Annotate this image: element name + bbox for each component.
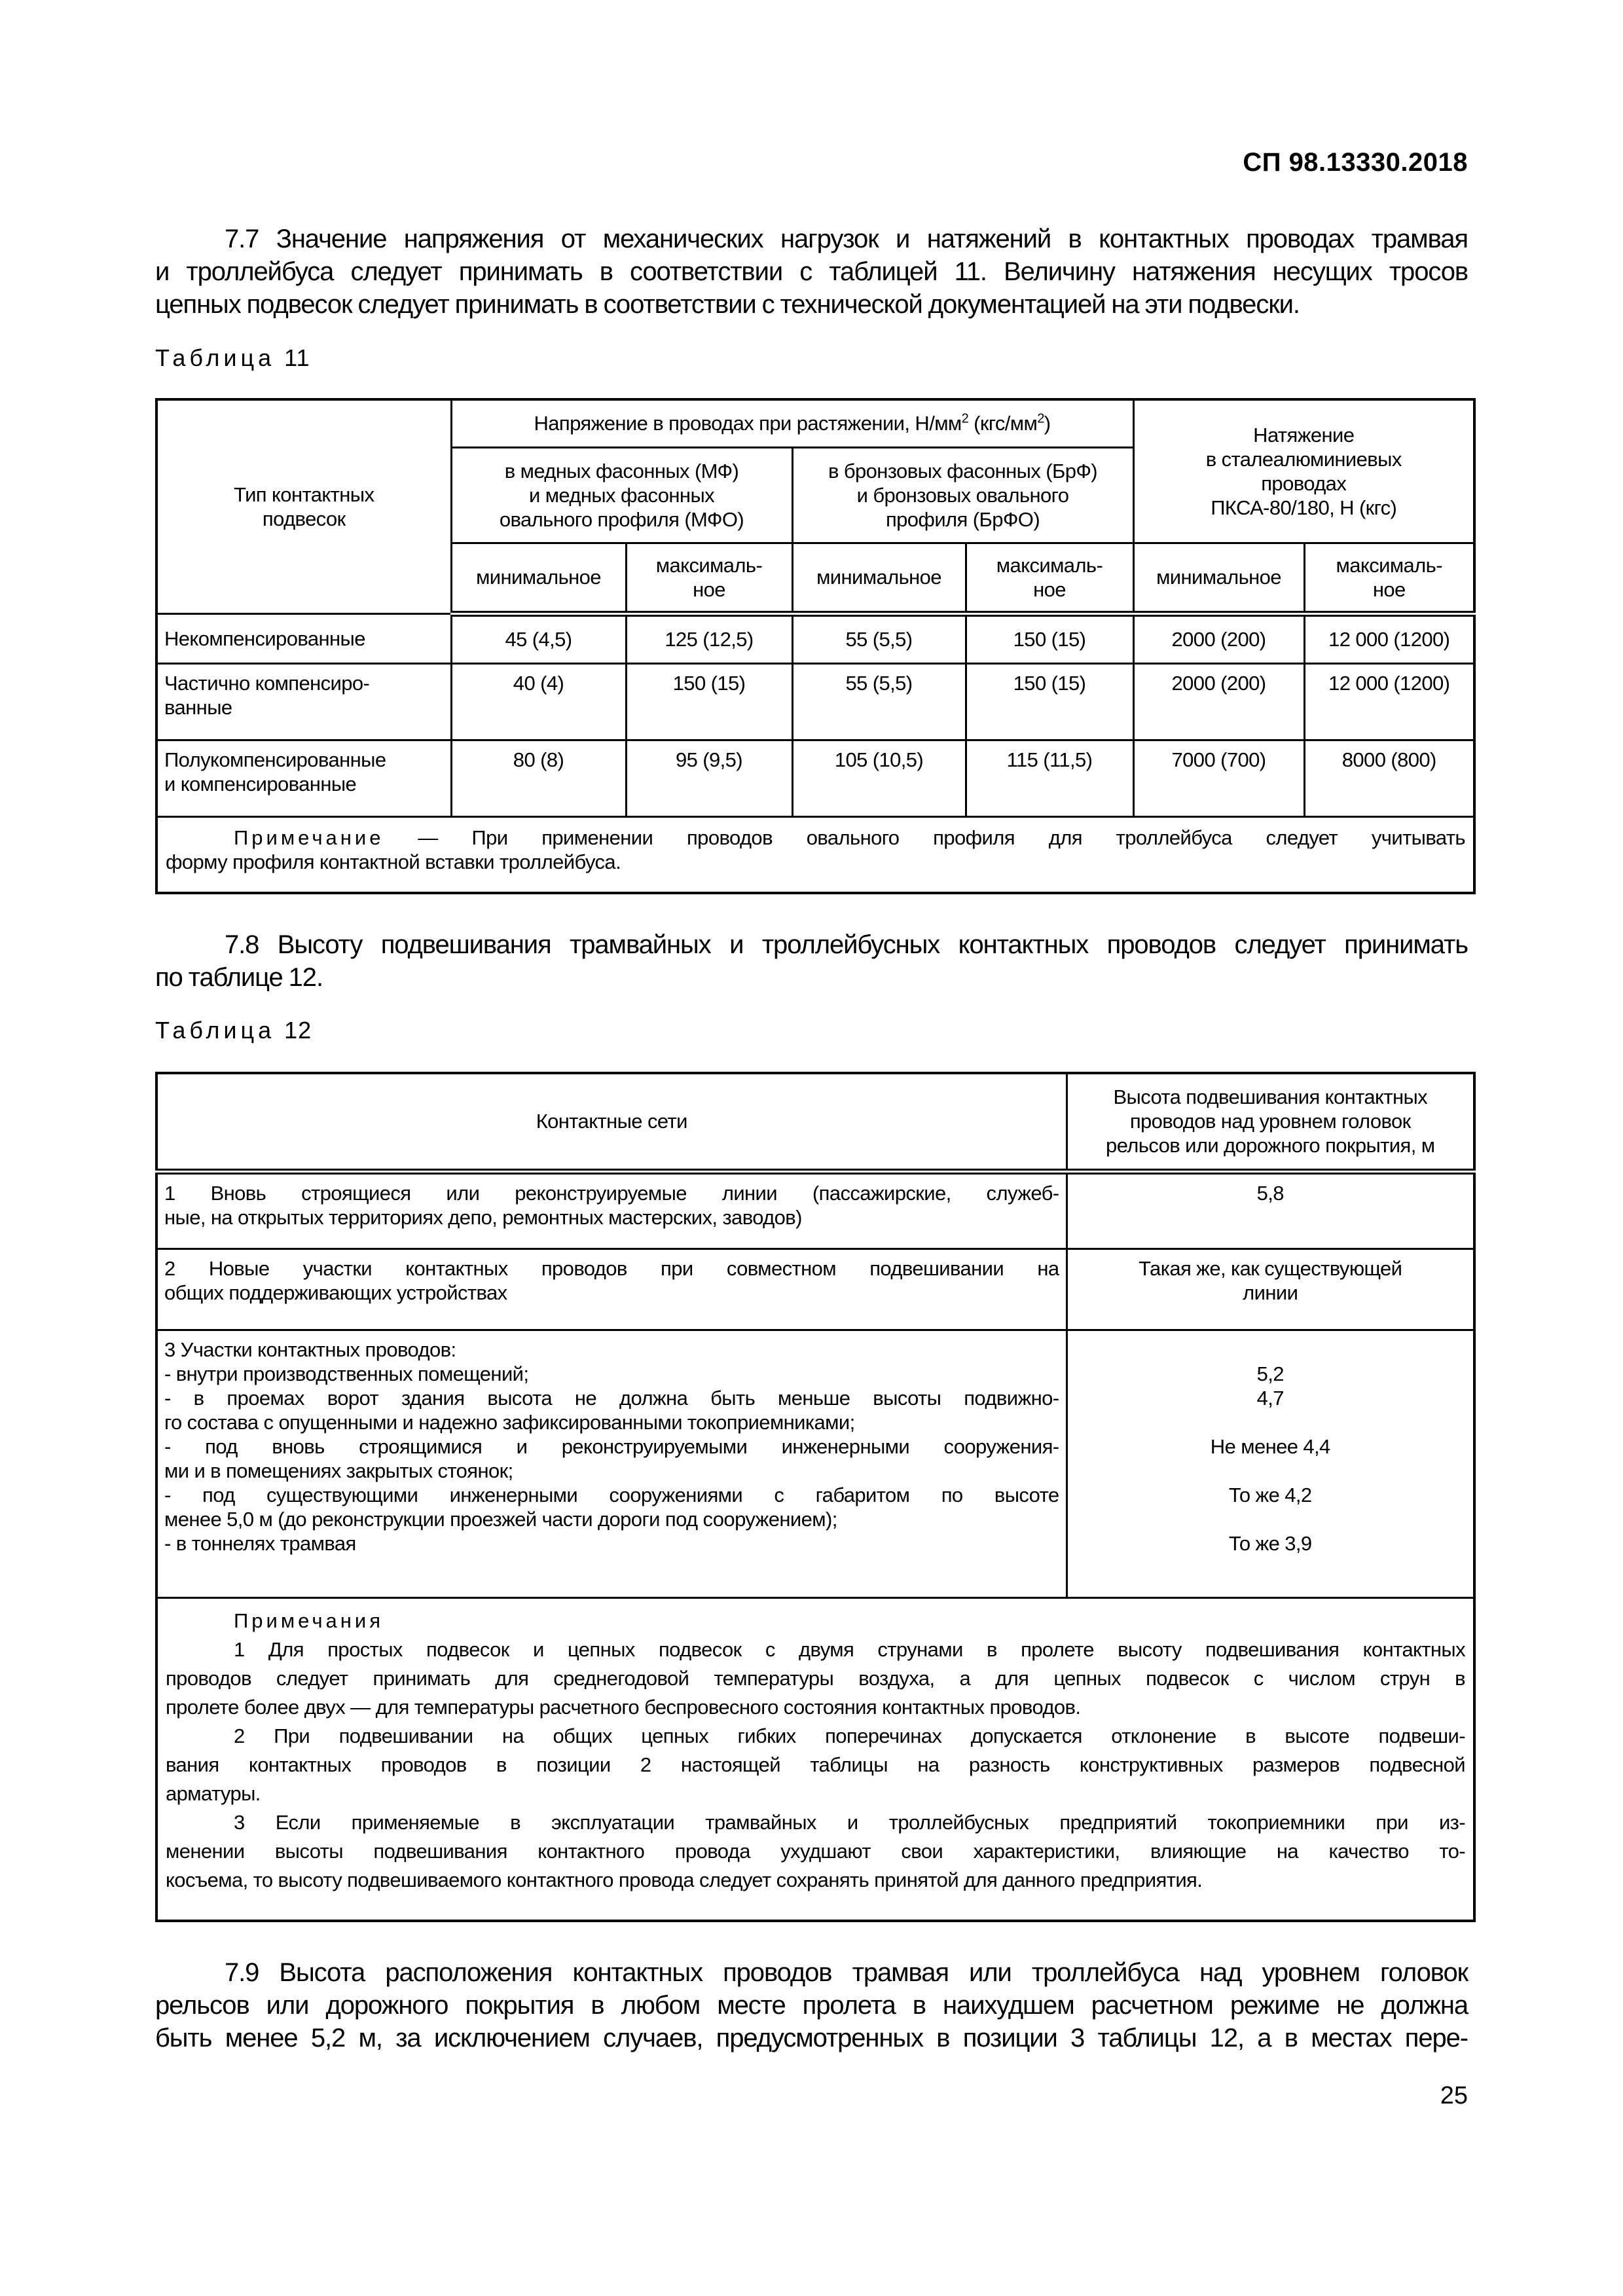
table-row — [156, 1171, 1474, 1248]
notes-label: Примечания — [234, 1609, 384, 1632]
paragraph-line: и троллейбуса следует принимать в соответствии с таблицей 11. Величину натяжения несущих тросов — [155, 257, 1468, 286]
cell-value: 40 (4) — [451, 663, 626, 740]
header-min: минимальное — [1133, 543, 1304, 613]
paragraph-line: рельсов или дорожного покрытия в любом месте пролета в наихудшем расчетном режиме не должна — [155, 1991, 1468, 2020]
paragraph-7-9 — [155, 1956, 1468, 2054]
table-11-note: Примечание — При применении проводов овального профиля для троллейбуса следует учитывать форму профиля контактной вставки троллейбуса. — [156, 816, 1474, 893]
paragraph-line: 7.9 Высота расположения контактных проводов трамвая или троллейбуса над уровнем головок — [225, 1958, 1468, 1987]
table-12-notes: Примечания 1 Для простых подвесок и цепных подвесок с двумя струнами в пролете высоту подвешивания контактных проводов следует принимать для среднегодовой температуры воздуха, а для цепных подвесок с числом струн в пролете более двух — для температуры расчетного беспровесного состояния контактных проводов. 2 При подвешивании на общих цепных гибких поперечинах допускается отклонение в высоте подвеши- вания контактных проводов в позиции 2 настоящей таблицы на разность конструктивных размеров подвесной арматуры. 3 Если применяемые в эксплуатации трамвайных и троллейбусных предприятий токоприемники при из- менении высоты подвешивания контактного провода ухудшают свои характеристики, влияющие на качество то- косъема, то высоту подвешиваемого контактного провода следует сохранять принятой для данного предприятия. — [156, 1597, 1474, 1921]
cell-value: 7000 (700) — [1133, 740, 1304, 816]
cell-value: 12 000 (1200) — [1304, 613, 1474, 663]
table-11-note-row — [156, 816, 1474, 893]
document-code: СП 98.13330.2018 — [1243, 148, 1468, 177]
row-type: Некомпенсированные — [156, 613, 451, 663]
header-tensile-stress: Напряжение в проводах при растяжении, $Н/мм^2$ $(кгс/мм^2)$ — [451, 399, 1133, 447]
paragraph-7-7 — [155, 223, 1468, 321]
header-tension-steel-aluminium: Натяжение в сталеалюминиевых проводах ПКСА-80/180, Н (кгс) — [1133, 399, 1474, 543]
cell-value: 2000 (200) — [1133, 613, 1304, 663]
cell-value: 12 000 (1200) — [1304, 663, 1474, 740]
header-copper-wires: в медных фасонных (МФ) и медных фасонных овального профиля (МФО) — [451, 447, 792, 543]
header-max: максималь- ное — [966, 543, 1133, 613]
cell-value: 55 (5,5) — [792, 613, 966, 663]
cell-value: 95 (9,5) — [626, 740, 792, 816]
table-row — [156, 1330, 1474, 1597]
cell-value: 150 (15) — [966, 613, 1133, 663]
table-row — [156, 740, 1474, 816]
cell-value: 8000 (800) — [1304, 740, 1474, 816]
row-type: Частично компенсиро- ванные — [156, 663, 451, 740]
table-12-caption — [155, 1017, 312, 1044]
paragraph-line: 7.7 Значение напряжения от механических нагрузок и натяжений в контактных проводах трамвая — [225, 225, 1468, 253]
header-min: минимальное — [451, 543, 626, 613]
table-row — [156, 663, 1474, 740]
table-caption-word: Таблица — [155, 1017, 276, 1044]
table-12-notes-row — [156, 1597, 1474, 1921]
header-bronze-wires: в бронзовых фасонных (БрФ) и бронзовых овального профиля (БрФО) — [792, 447, 1133, 543]
cell-value: 150 (15) — [966, 663, 1133, 740]
cell-value: 2000 (200) — [1133, 663, 1304, 740]
table-11-header-row-1 — [156, 399, 1474, 447]
table-row — [156, 1248, 1474, 1330]
table-caption-number: 12 — [284, 1017, 312, 1044]
table-caption-word: Таблица — [155, 344, 276, 371]
row-description: 3 Участки контактных проводов: - внутри производственных помещений; - в проемах ворот здания высота не должна быть меньше высоты подвижно- го состава с опущенными и надежно зафиксированными токоприемниками; - под вновь строящимися и реконструируемыми инженерными сооружения- ми и в помещениях закрытых стоянок; - под существующими инженерными сооружениями с габаритом по высоте менее 5,0 м (до реконструкции проезжей части дороги под сооружением); - в тоннелях трамвая — [156, 1330, 1067, 1597]
header-suspension-height: Высота подвешивания контактных проводов над уровнем головок рельсов или дорожного покрытия, м — [1067, 1073, 1474, 1171]
table-12 — [155, 1072, 1476, 1922]
row-description: 2 Новые участки контактных проводов при совместном подвешивании на общих поддерживающих устройствах — [156, 1248, 1067, 1330]
row-height-values: 5,2 4,7 Не менее 4,4 То же 4,2 То же 3,9 — [1067, 1330, 1474, 1597]
table-11-caption — [155, 344, 310, 372]
paragraph-line: 7.8 Высоту подвешивания трамвайных и троллейбусных контактных проводов следует принимать — [225, 930, 1468, 959]
paragraph-line: быть менее 5,2 м, за исключением случаев, предусмотренных в позиции 3 таблицы 12, а в местах пере- — [155, 2024, 1468, 2052]
header-max: максималь- ное — [1304, 543, 1474, 613]
cell-value: 45 (4,5) — [451, 613, 626, 663]
row-description: 1 Вновь строящиеся или реконструируемые линии (пассажирские, служеб- ные, на открытых территориях депо, ремонтных мастерских, заводов) — [156, 1171, 1067, 1248]
header-suspension-type: Тип контактных подвесок — [156, 399, 451, 613]
cell-value: 105 (10,5) — [792, 740, 966, 816]
row-height-value: 5,8 — [1067, 1171, 1474, 1248]
row-type: Полукомпенсированные и компенсированные — [156, 740, 451, 816]
header-max: максималь- ное — [626, 543, 792, 613]
page-number: 25 — [1440, 2082, 1468, 2109]
table-row — [156, 613, 1474, 663]
table-caption-number: 11 — [284, 344, 310, 371]
paragraph-line: по таблице 12. — [155, 963, 323, 992]
header-min: минимальное — [792, 543, 966, 613]
table-12-header-row — [156, 1073, 1474, 1171]
cell-value: 125 (12,5) — [626, 613, 792, 663]
cell-value: 115 (11,5) — [966, 740, 1133, 816]
paragraph-line: цепных подвесок следует принимать в соответствии с технической документацией на эти подвески. — [155, 290, 1300, 319]
table-11 — [155, 398, 1476, 894]
header-contact-networks: Контактные сети — [156, 1073, 1067, 1171]
cell-value: 55 (5,5) — [792, 663, 966, 740]
paragraph-7-8 — [155, 928, 1468, 994]
note-label: Примечание — [234, 826, 384, 849]
cell-value: 80 (8) — [451, 740, 626, 816]
row-height-value: Такая же, как существующей линии — [1067, 1248, 1474, 1330]
cell-value: 150 (15) — [626, 663, 792, 740]
